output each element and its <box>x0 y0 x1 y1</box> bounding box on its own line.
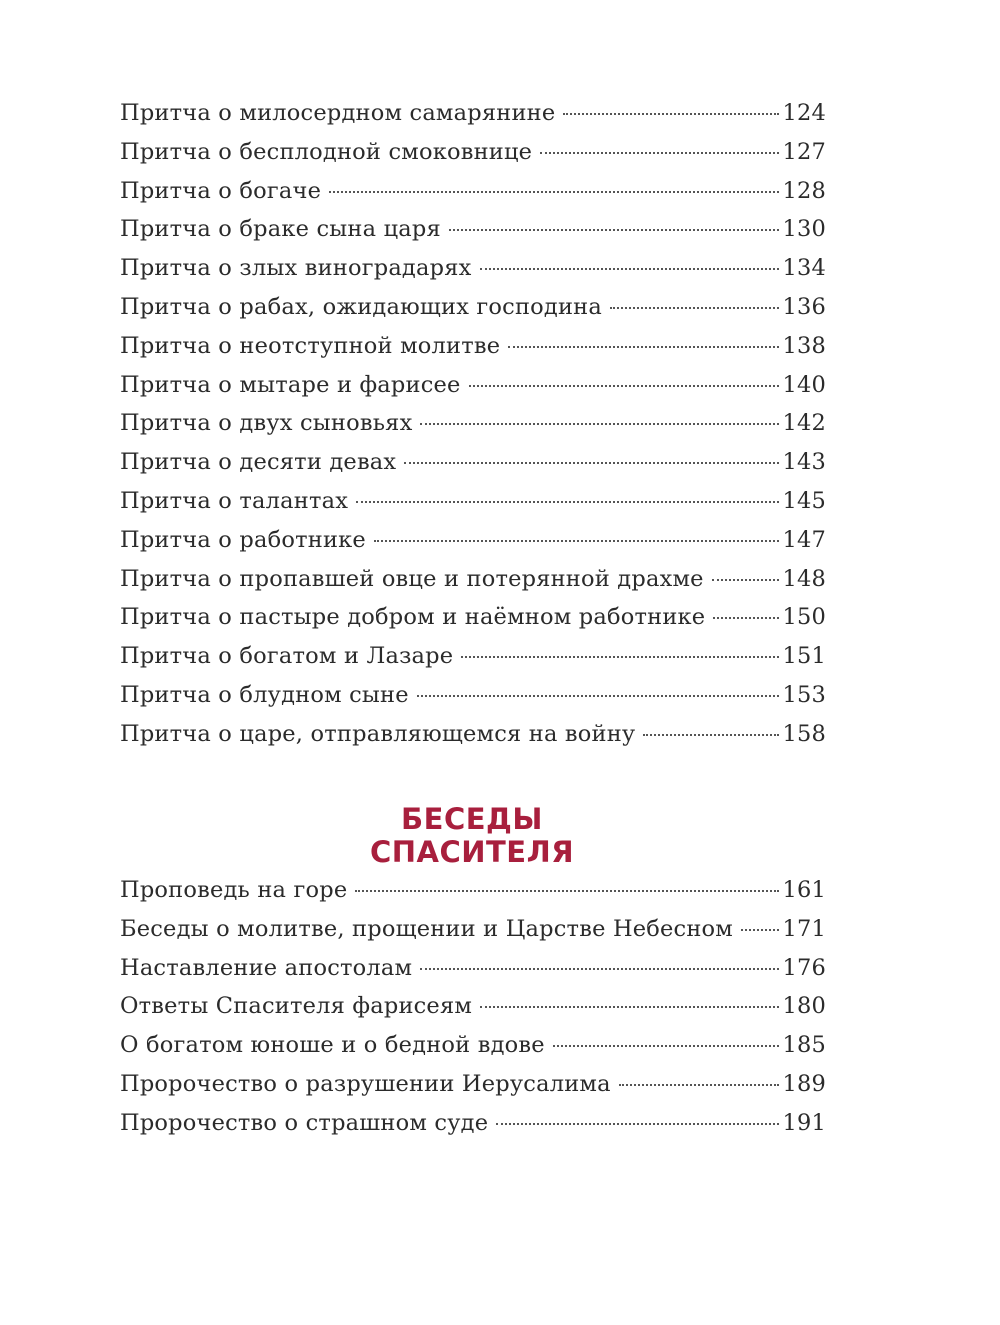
toc-entry-title: Притча о блудном сыне <box>120 681 409 708</box>
toc-entry-title: Притча о пастыре добром и наёмном работнике <box>120 604 706 631</box>
toc-entry-page: 136 <box>782 293 826 320</box>
toc-entry-title: Притча о царе, отправляющемся на войну <box>120 720 636 747</box>
toc-entry[interactable] <box>120 294 826 333</box>
leader-dots <box>480 268 780 270</box>
leader-dots <box>461 656 779 658</box>
toc-entry[interactable] <box>120 139 826 178</box>
toc-entry-title: Притча о богатом и Лазаре <box>120 643 454 670</box>
toc-entry-page: 189 <box>782 1070 826 1097</box>
toc-entry-title: Притча о браке сына царя <box>120 216 441 243</box>
toc-entry-page: 148 <box>782 565 826 592</box>
toc-entry-title: Притча о талантах <box>120 487 349 514</box>
toc-talks-list <box>120 877 826 1149</box>
toc-entry-title: Притча о неотступной молитве <box>120 332 501 359</box>
leader-dots <box>610 307 779 309</box>
leader-dots <box>496 1123 779 1125</box>
leader-dots <box>356 501 779 503</box>
toc-entry-title: Притча о бесплодной смоковнице <box>120 138 533 165</box>
leader-dots <box>420 968 779 970</box>
leader-dots <box>480 1006 779 1008</box>
leader-dots <box>329 191 779 193</box>
toc-entry-title: Притча о злых виноградарях <box>120 255 472 282</box>
toc-entry-page: 158 <box>782 720 826 747</box>
toc-entry[interactable] <box>120 721 826 760</box>
toc-entry-page: 142 <box>782 410 826 437</box>
toc-entry-title: Притча о мытаре и фарисее <box>120 371 461 398</box>
toc-entry-page: 171 <box>782 915 826 942</box>
leader-dots <box>553 1045 780 1047</box>
toc-entry-page: 161 <box>782 877 826 903</box>
toc-entry-title: Притча о десяти девах <box>120 449 397 476</box>
toc-entry-title: Притча о богаче <box>120 177 322 204</box>
toc-entry-page: 134 <box>782 255 826 282</box>
toc-entry[interactable] <box>120 488 826 527</box>
leader-dots <box>355 890 779 892</box>
toc-entry[interactable] <box>120 993 826 1032</box>
section-heading <box>0 803 944 869</box>
toc-entry-title: Притча о милосердном самарянине <box>120 100 556 126</box>
toc-entry-page: 143 <box>782 449 826 476</box>
toc-entry-title: Притча о пропавшей овце и потерянной драхме <box>120 565 704 592</box>
toc-entry-page: 176 <box>782 954 826 981</box>
toc-entry-page: 124 <box>782 100 826 126</box>
leader-dots <box>404 462 779 464</box>
leader-dots <box>563 113 779 115</box>
toc-entry-page: 128 <box>782 177 826 204</box>
leader-dots <box>417 695 780 697</box>
toc-entry-title: Притча о работнике <box>120 526 366 553</box>
toc-entry[interactable] <box>120 100 826 139</box>
toc-entry-page: 140 <box>782 371 826 398</box>
toc-entry-title: Притча о двух сыновьях <box>120 410 413 437</box>
toc-entry-title: Наставление апостолам <box>120 954 413 981</box>
leader-dots <box>712 579 780 581</box>
toc-entry[interactable] <box>120 955 826 994</box>
toc-entry[interactable] <box>120 410 826 449</box>
leader-dots <box>741 929 779 931</box>
toc-entry[interactable] <box>120 604 826 643</box>
leader-dots <box>374 540 780 542</box>
toc-entry[interactable] <box>120 527 826 566</box>
toc-entry[interactable] <box>120 643 826 682</box>
leader-dots <box>469 385 780 387</box>
toc-entry-title: Проповедь на горе <box>120 877 348 903</box>
leader-dots <box>449 229 780 231</box>
toc-entry-page: 185 <box>782 1032 826 1059</box>
toc-entry-title: Пророчество о страшном суде <box>120 1109 489 1136</box>
toc-entry-page: 127 <box>782 138 826 165</box>
leader-dots <box>619 1084 780 1086</box>
toc-entry-page: 191 <box>782 1109 826 1136</box>
toc-entry-title: Беседы о молитве, прощении и Царстве Небесном <box>120 915 733 942</box>
toc-entry-page: 138 <box>782 332 826 359</box>
toc-entry[interactable] <box>120 682 826 721</box>
toc-entry-page: 145 <box>782 487 826 514</box>
toc-entry[interactable] <box>120 216 826 255</box>
toc-entry-page: 147 <box>782 526 826 553</box>
toc-entry-page: 130 <box>782 216 826 243</box>
toc-entry[interactable] <box>120 877 826 916</box>
toc-entry-title: О богатом юноше и о бедной вдове <box>120 1032 545 1059</box>
toc-entry-title: Пророчество о разрушении Иерусалима <box>120 1070 611 1097</box>
leader-dots <box>643 734 779 736</box>
toc-entry[interactable] <box>120 178 826 217</box>
toc-entry-page: 153 <box>782 681 826 708</box>
toc-entry-page: 151 <box>782 643 826 670</box>
toc-entry[interactable] <box>120 449 826 488</box>
toc-entry-title: Ответы Спасителя фарисеям <box>120 993 473 1020</box>
toc-entry-page: 180 <box>782 993 826 1020</box>
toc-entry-page: 150 <box>782 604 826 631</box>
toc-entry[interactable] <box>120 372 826 411</box>
toc-entry[interactable] <box>120 333 826 372</box>
leader-dots <box>713 617 779 619</box>
leader-dots <box>508 346 779 348</box>
toc-entry[interactable] <box>120 916 826 955</box>
toc-entry-title: Притча о рабах, ожидающих господина <box>120 293 602 320</box>
section-heading-line: СПАСИТЕЛЯ <box>369 835 575 869</box>
toc-entry[interactable] <box>120 255 826 294</box>
toc-entry[interactable] <box>120 1110 826 1149</box>
section-heading-line: БЕСЕДЫ <box>401 802 543 836</box>
leader-dots <box>540 152 779 154</box>
leader-dots <box>420 423 779 425</box>
toc-entry[interactable] <box>120 1071 826 1110</box>
toc-entry[interactable] <box>120 566 826 605</box>
toc-entry[interactable] <box>120 1032 826 1071</box>
toc-parables-list <box>120 100 826 760</box>
